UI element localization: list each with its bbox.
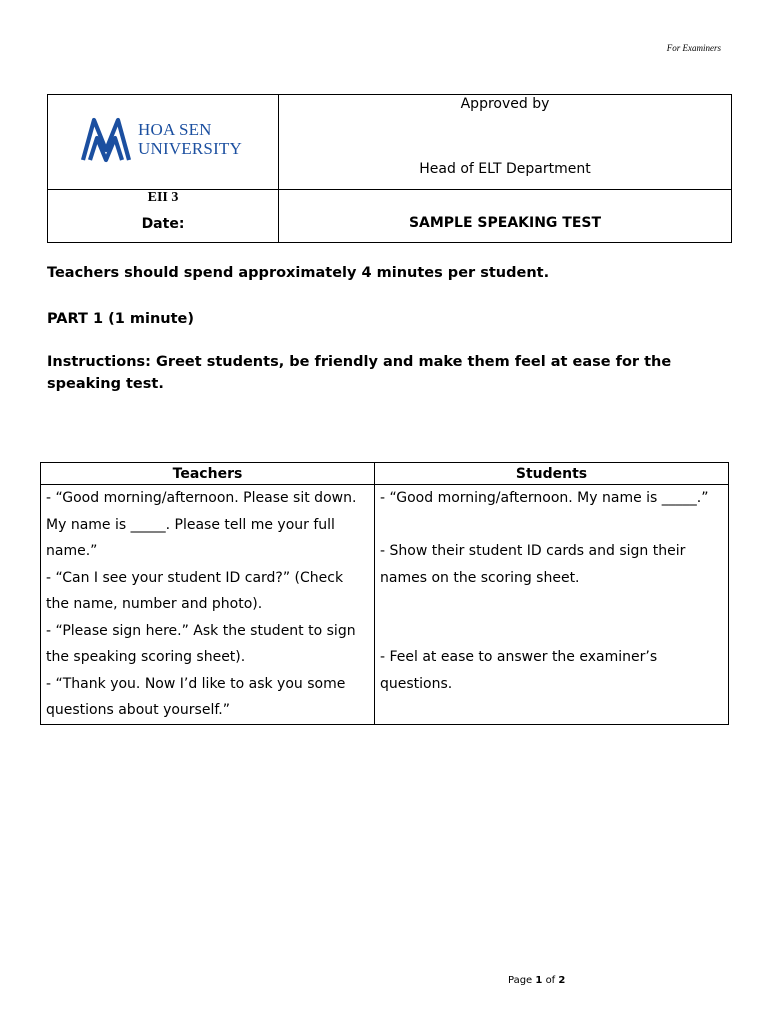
test-title: SAMPLE SPEAKING TEST — [408, 215, 602, 231]
logo-cell — [48, 95, 279, 190]
students-header: Students — [375, 463, 729, 485]
teachers-column — [41, 485, 375, 725]
approved-by-label: Approved by — [460, 96, 550, 112]
teacher-line-2: - “Can I see your student ID card?” (Check the name, number and photo). — [46, 569, 344, 612]
students-column — [375, 485, 729, 725]
intro-text: Teachers should spend approximately 4 minutes per student. — [47, 265, 550, 281]
teacher-line-4: - “Thank you. Now I’d like to ask you some questions about yourself.” — [46, 675, 346, 718]
student-line-1: - “Good morning/afternoon. My name is _____.” — [380, 490, 709, 506]
date-label: Date: — [141, 216, 185, 232]
teacher-line-3: - “Please sign here.” Ask the student to sign the speaking scoring sheet). — [46, 622, 356, 665]
university-logo — [80, 114, 242, 164]
teachers-header: Teachers — [41, 463, 375, 485]
instructions-text: Instructions: Greet students, be friendly and make them feel at ease for the speaking test. — [47, 354, 672, 392]
page-word: Page — [508, 975, 533, 986]
page-current: 1 — [535, 975, 543, 986]
dialogue-table — [40, 462, 729, 725]
page-total: 2 — [558, 975, 566, 986]
header-table — [47, 94, 732, 243]
page-footer — [508, 975, 565, 986]
course-cell — [48, 190, 279, 243]
hoa-sen-lotus-icon — [80, 114, 132, 164]
course-code: EII 3 — [147, 190, 179, 205]
part-heading: PART 1 (1 minute) — [47, 311, 194, 327]
department-label: Head of ELT Department — [419, 161, 591, 177]
title-cell — [279, 190, 732, 243]
for-examiners-note: For Examiners — [666, 43, 721, 53]
teacher-line-1: - “Good morning/afternoon. Please sit down. My name is _____. Please tell me your full name.” — [46, 490, 357, 559]
student-line-3: - Feel at ease to answer the examiner’s questions. — [380, 649, 658, 692]
approval-cell — [279, 95, 732, 190]
logo-line-2: UNIVERSITY — [138, 139, 242, 158]
logo-line-1: HOA SEN — [138, 120, 212, 139]
student-line-2: - Show their student ID cards and sign their names on the scoring sheet. — [380, 543, 686, 586]
of-word: of — [545, 975, 556, 986]
